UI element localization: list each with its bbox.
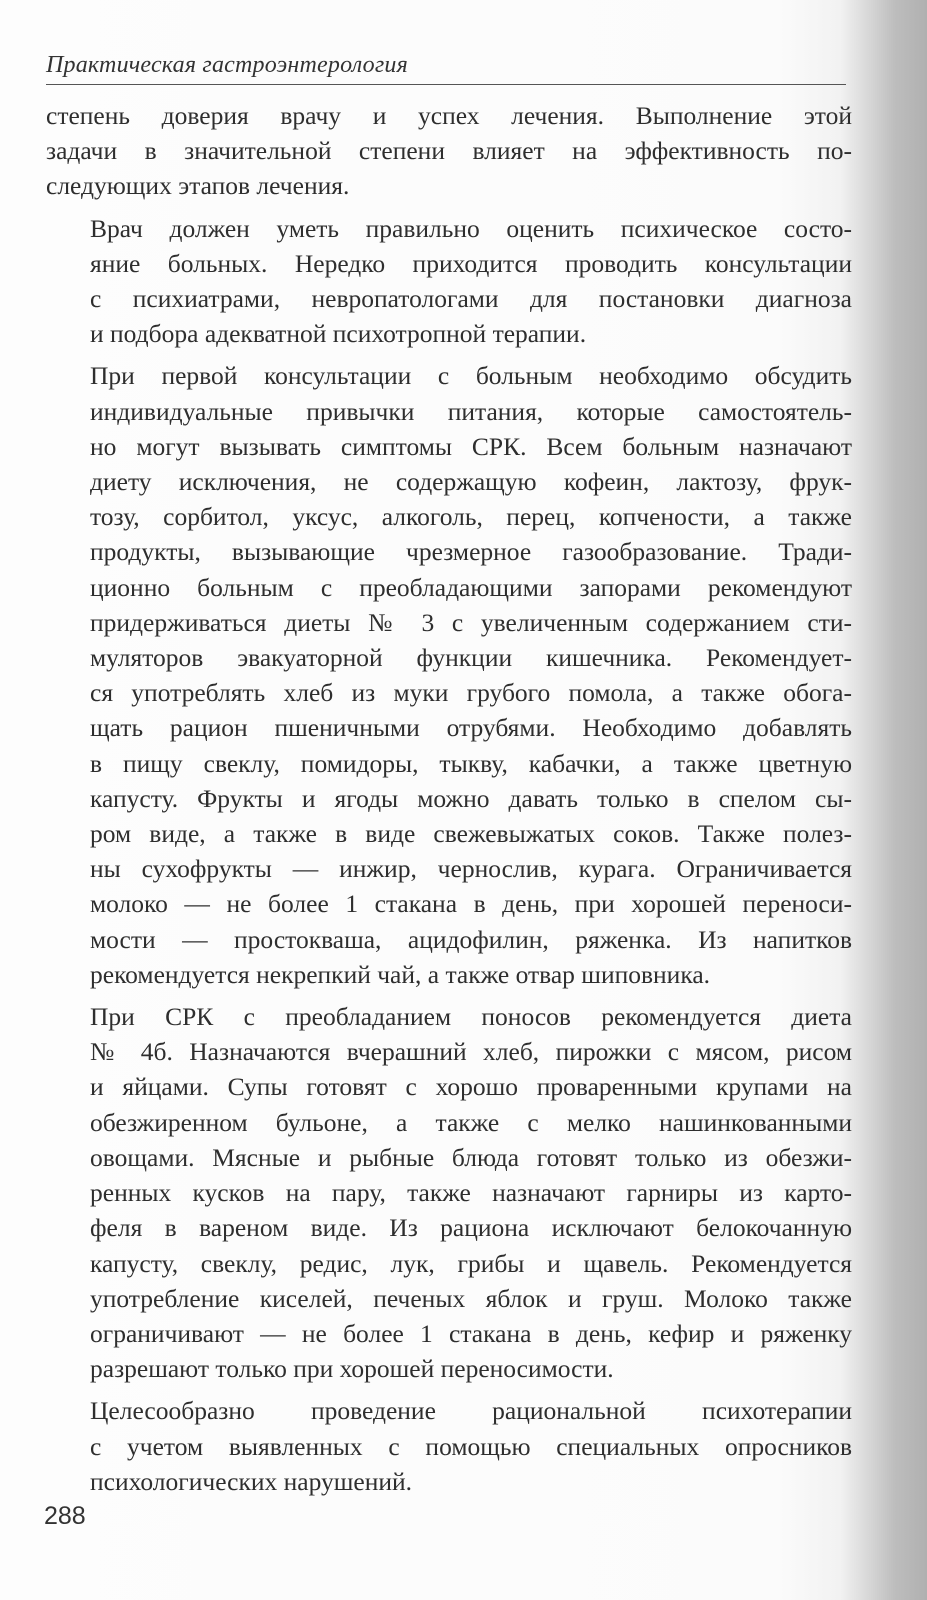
body-text [46, 98, 852, 1506]
text-line: муляторов эвакуаторной функции кишечника. Рекомендует- [90, 643, 852, 673]
paragraph-5 [46, 1393, 852, 1499]
text-line: ром виде, а также в виде свежевыжатых соков. Также полез- [90, 819, 852, 849]
text-line: рекомендуется некрепкий чай, а также отвар шиповника. [90, 959, 711, 989]
text-line: и яйцами. Супы готовят с хорошо проваренными крупами на [90, 1072, 852, 1102]
text-line: щать рацион пшеничными отрубями. Необходимо добавлять [90, 713, 852, 743]
text-line: ся употреблять хлеб из муки грубого помола, а также обога- [90, 678, 852, 708]
text-line: продукты, вызывающие чрезмерное газообразование. Тради- [90, 537, 852, 567]
text-line: употребление киселей, печеных яблок и груш. Молоко также [90, 1283, 852, 1313]
text-line: № 4б. Назначаются вчерашний хлеб, пирожки с мясом, рисом [90, 1037, 852, 1067]
page-number: 288 [44, 1502, 86, 1530]
paragraph-3 [46, 358, 852, 992]
text-line: задачи в значительной степени влияет на эффективность по- [46, 136, 852, 166]
running-header [46, 50, 846, 85]
paragraph-2 [46, 211, 852, 352]
text-line: следующих этапов лечения. [46, 171, 350, 201]
text-line: При СРК с преобладанием поносов рекомендуется диета [90, 1002, 852, 1032]
paragraph-1 [46, 98, 852, 204]
text-line: обезжиренном бульоне, а также с мелко нашинкованными [90, 1107, 852, 1137]
text-line: капусту. Фрукты и ягоды можно давать только в спелом сы- [90, 783, 852, 813]
running-header-title: Практическая гастроэнтерология [46, 52, 408, 78]
text-line: При первой консультации с больным необходимо обсудить [90, 361, 852, 391]
text-line: с психиатрами, невропатологами для постановки диагноза [90, 284, 852, 314]
text-line: разрешают только при хорошей переносимости. [90, 1354, 614, 1384]
text-line: молоко — не более 1 стакана в день, при хорошей переноси- [90, 889, 852, 919]
text-line: с учетом выявленных с помощью специальных опросников [90, 1431, 852, 1461]
text-line: диету исключения, не содержащую кофеин, лактозу, фрук- [90, 467, 852, 497]
text-line: степень доверия врачу и успех лечения. Выполнение этой [46, 101, 852, 130]
text-line: яние больных. Нередко приходится проводить консультации [90, 248, 852, 278]
text-line: ционно больным с преобладающими запорами рекомендуют [90, 572, 852, 602]
text-line: феля в вареном виде. Из рациона исключают белокочанную [90, 1213, 852, 1243]
text-line: тозу, сорбитол, уксус, алкоголь, перец, копчености, а также [90, 502, 852, 532]
text-line: Врач должен уметь правильно оценить психическое состо- [90, 213, 852, 243]
paragraph-4 [46, 999, 852, 1386]
text-line: психологических нарушений. [90, 1466, 413, 1496]
text-line: Целесообразно проведение рациональной психотерапии [90, 1396, 852, 1426]
text-line: индивидуальные привычки питания, которые самостоятель- [90, 396, 852, 426]
text-line: мости — простокваша, ацидофилин, ряженка. Из напитков [90, 924, 852, 954]
text-line: ренных кусков на пару, также назначают гарниры из карто- [90, 1178, 852, 1208]
text-line: ограничивают — не более 1 стакана в день, кефир и ряженку [90, 1318, 852, 1348]
text-line: и подбора адекватной психотропной терапии. [90, 319, 587, 349]
text-line: ны сухофрукты — инжир, чернослив, курага. Ограничивается [90, 854, 852, 884]
text-line: овощами. Мясные и рыбные блюда готовят только из обезжи- [90, 1142, 852, 1172]
text-line: в пищу свеклу, помидоры, тыкву, кабачки, а также цветную [90, 748, 852, 778]
text-line: придерживаться диеты № 3 с увеличенным содержанием сти- [90, 607, 852, 637]
text-line: капусту, свеклу, редис, лук, грибы и щавель. Рекомендуется [90, 1248, 852, 1278]
text-line: но могут вызывать симптомы СРК. Всем больным назначают [90, 431, 852, 461]
